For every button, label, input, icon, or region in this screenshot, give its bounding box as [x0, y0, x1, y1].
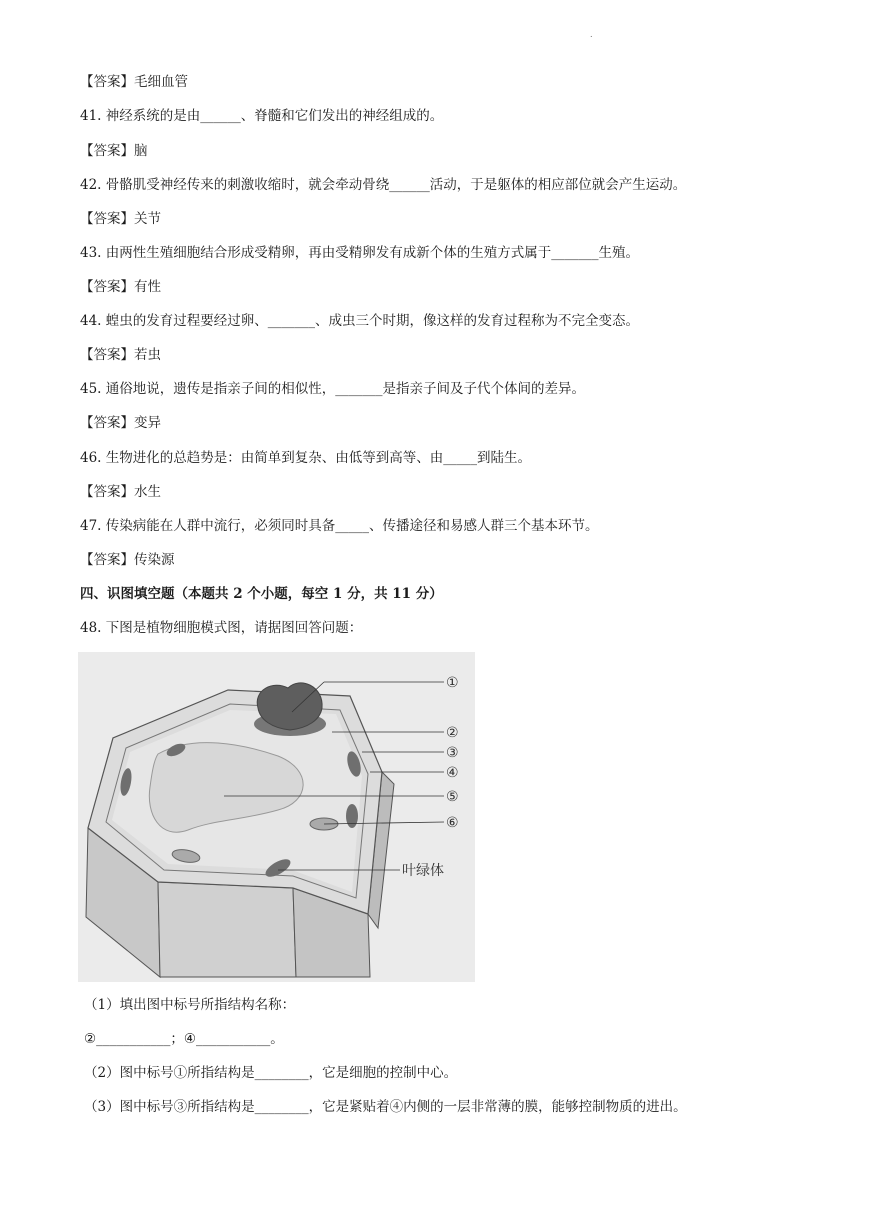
- question-46: 46. 生物进化的总趋势是：由简单到复杂、由低等到高等、由_____到陆生。: [80, 450, 532, 466]
- chloroplast: [346, 804, 358, 828]
- label-chloroplast: 叶绿体: [402, 863, 444, 879]
- label-6: ⑥: [446, 815, 459, 831]
- answer-46: 【答案】水生: [80, 484, 161, 500]
- page-mark: .: [590, 30, 593, 39]
- answer-42: 【答案】关节: [80, 211, 161, 227]
- answer-40: 【答案】毛细血管: [80, 74, 188, 90]
- label-3: ③: [446, 745, 459, 761]
- question-44: 44. 蝗虫的发育过程要经过卵、_______、成虫三个时期，像这样的发育过程称为不完全变态。: [80, 313, 640, 329]
- answer-44: 【答案】若虫: [80, 347, 161, 363]
- question-45: 45. 通俗地说，遗传是指亲子间的相似性，_______是指亲子间及子代个体间的差异。: [80, 381, 586, 397]
- section-heading: 四、识图填空题（本题共 2 个小题，每空 1 分，共 11 分）: [80, 586, 443, 602]
- question-43: 43. 由两性生殖细胞结合形成受精卵，再由受精卵发有成新个体的生殖方式属于_______生殖。: [80, 245, 640, 261]
- question-47: 47. 传染病能在人群中流行，必须同时具备_____、传播途径和易感人群三个基本环节。: [80, 518, 599, 534]
- label-4: ④: [446, 765, 459, 781]
- answer-45: 【答案】变异: [80, 415, 161, 431]
- cell-wall-front-middle: [158, 882, 296, 977]
- answer-47: 【答案】传染源: [80, 552, 175, 568]
- plant-cell-diagram: [78, 652, 475, 982]
- plant-cell-figure: [78, 652, 475, 982]
- question-41: 41. 神经系统的是由______、脊髓和它们发出的神经组成的。: [80, 108, 444, 124]
- subquestion-2: （2）图中标号①所指结构是________，它是细胞的控制中心。: [84, 1065, 458, 1081]
- answer-41: 【答案】脑: [80, 143, 148, 159]
- question-48: 48. 下图是植物细胞模式图，请据图回答问题：: [80, 620, 363, 636]
- answer-43: 【答案】有性: [80, 279, 161, 295]
- subquestion-1-blanks: ②___________；④___________。: [84, 1031, 284, 1047]
- question-42: 42. 骨骼肌受神经传来的刺激收缩时，就会牵动骨绕______活动，于是躯体的相应部位就会产生运动。: [80, 177, 687, 193]
- label-5: ⑤: [446, 789, 459, 805]
- subquestion-3: （3）图中标号③所指结构是________，它是紧贴着④内侧的一层非常薄的膜，能够控制物质的进出。: [84, 1099, 687, 1115]
- subquestion-1: （1）填出图中标号所指结构名称：: [84, 997, 296, 1013]
- label-1: ①: [446, 675, 459, 691]
- label-2: ②: [446, 725, 459, 741]
